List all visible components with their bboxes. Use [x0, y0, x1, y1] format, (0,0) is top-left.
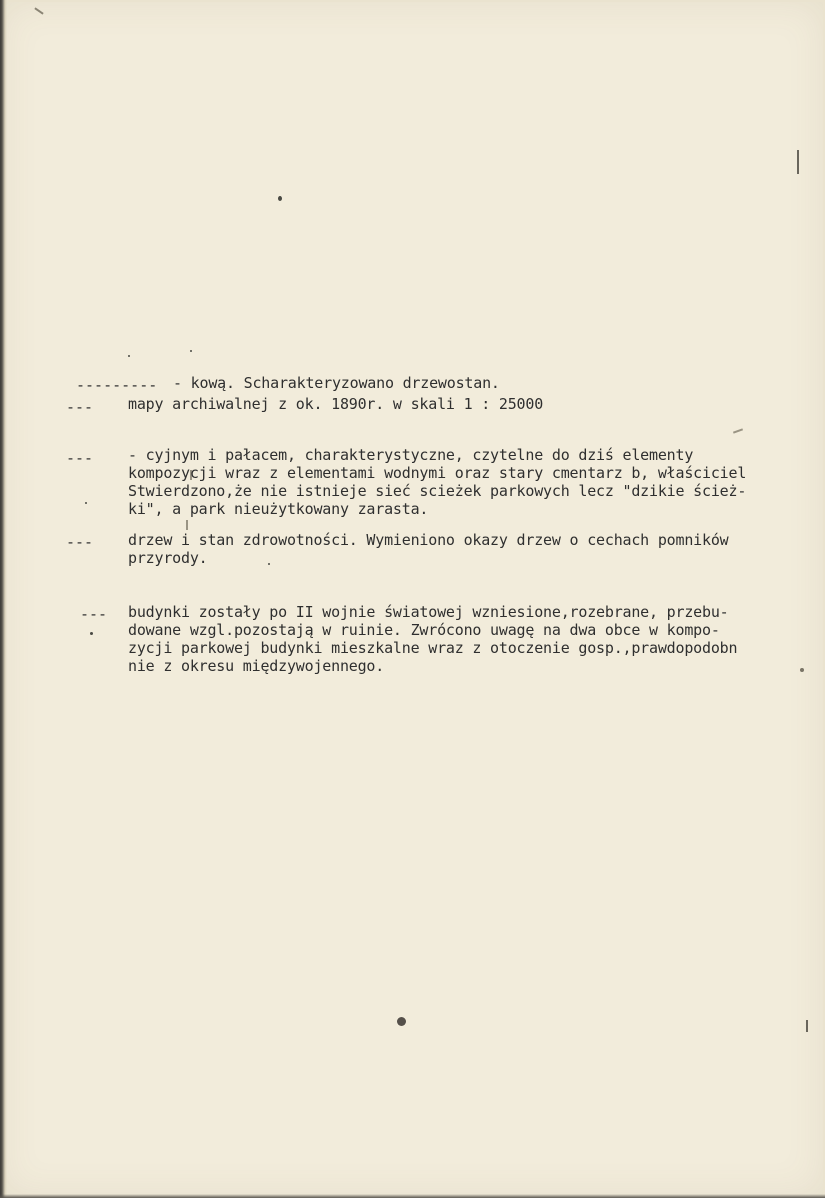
- entry-marker: ---------: [76, 376, 158, 394]
- entry-text-line: - kową. Scharakteryzowano drzewostan.: [173, 374, 500, 392]
- entry-text-line: Stwierdzono,że nie istnieje sieć scieżek parkowych lecz "dzikie ścież-: [128, 482, 747, 500]
- entry-text-line: mapy archiwalnej z ok. 1890r. w skali 1 : 25000: [128, 395, 544, 413]
- paper-mark: [186, 520, 188, 530]
- entry-text-line: zycji parkowej budynki mieszkalne wraz z otoczenie gosp.,prawdopodobn: [128, 639, 738, 657]
- paper-mark: [733, 428, 743, 433]
- paper-mark: [797, 150, 799, 174]
- entry-marker: ---: [66, 449, 94, 467]
- entry-text-line: drzew i stan zdrowotności. Wymieniono okazy drzew o cechach pomników: [128, 531, 729, 549]
- entry-text-line: budynki zostały po II wojnie światowej wzniesione,rozebrane, przebu-: [128, 603, 729, 621]
- entry-text-line: przyrody.: [128, 549, 208, 567]
- page-left-edge: [0, 0, 7, 1198]
- paper-speck: [128, 355, 130, 357]
- paper-speck: [90, 632, 93, 635]
- paper-speck: [190, 350, 192, 352]
- paper-speck: [397, 1017, 406, 1026]
- paper-speck: [268, 563, 270, 565]
- entry-text-line: - cyjnym i pałacem, charakterystyczne, czytelne do dziś elementy: [128, 446, 694, 464]
- entry-marker: ---: [80, 605, 108, 623]
- paper-speck: [278, 196, 282, 201]
- paper-speck: [85, 502, 87, 504]
- page-bottom-edge: [0, 1194, 825, 1198]
- paper-speck: [800, 668, 804, 672]
- paper-mark: [806, 1020, 808, 1032]
- entry-text-line: dowane wzgl.pozostają w ruinie. Zwrócono uwagę na dwa obce w kompo-: [128, 621, 720, 639]
- entry-text-line: nie z okresu międzywojennego.: [128, 657, 385, 675]
- entry-marker: ---: [66, 398, 94, 416]
- paper-mark: [34, 7, 43, 14]
- entry-text-line: kompozycji wraz z elementami wodnymi oraz stary cmentarz b, właściciel: [128, 464, 747, 482]
- entry-marker: ---: [66, 533, 94, 551]
- entry-text-line: ki", a park nieużytkowany zarasta.: [128, 500, 429, 518]
